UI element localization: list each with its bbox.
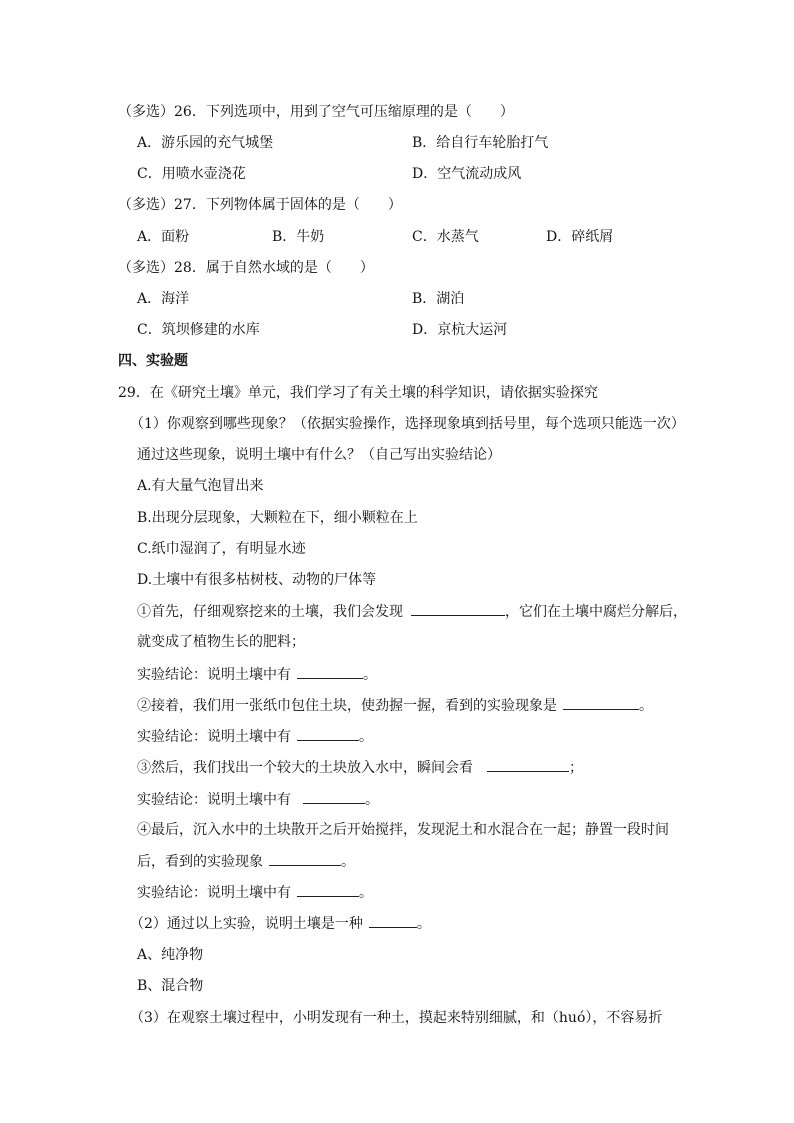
q26-option-d: D．空气流动成风: [412, 166, 522, 182]
answer-blank-part2[interactable]: [369, 913, 417, 928]
q28-stem: （多选）28．属于自然水域的是（ ）: [118, 260, 374, 276]
q29-choice-c: C.纸巾湿润了，有明显水迹: [137, 541, 306, 557]
step1-line2: 就变成了植物生长的肥料；: [137, 634, 305, 650]
conclusion-3: [137, 789, 379, 810]
q29-choice-b: B.出现分层现象，大颗粒在下，细小颗粒在上: [137, 510, 418, 526]
conclusion-2-period: 。: [359, 729, 373, 745]
conclusion-1-label: 实验结论：说明土壤中有: [137, 667, 291, 683]
answer-blank-4[interactable]: [269, 851, 341, 866]
part2-text: （2）通过以上实验，说明土壤是一种: [130, 916, 363, 932]
part2-question: [130, 913, 431, 934]
conclusion-3-period: 。: [365, 792, 379, 808]
q29-stem: 29．在《研究土壤》单元，我们学习了有关土壤的科学知识，请依据实验探究: [118, 385, 598, 401]
conclusion-blank-3[interactable]: [303, 789, 365, 804]
q26-option-b: B．给自行车轮胎打气: [412, 135, 549, 151]
conclusion-2-label: 实验结论：说明土壤中有: [137, 729, 291, 745]
q28-option-b: B．湖泊: [412, 291, 465, 307]
step2-period: 。: [639, 698, 653, 714]
q29-part1-instruction: （1）你观察到哪些现象？（依据实验操作，选择现象填到括号里，每个选项只能选一次）: [130, 416, 685, 432]
step2-line: [137, 695, 653, 716]
q28-option-c: C．筑坝修建的水库: [137, 322, 260, 338]
q26-stem: （多选）26．下列选项中，用到了空气可压缩原理的是（ ）: [118, 104, 514, 120]
step4-text: 后，看到的实验现象: [137, 854, 263, 870]
q27-option-a: A．面粉: [137, 229, 190, 245]
q29-part1-question: 通过这些现象，说明土壤中有什么？（自己写出实验结论）: [137, 447, 501, 463]
part2-option-a: A、纯净物: [137, 947, 204, 963]
step4-line2: [137, 851, 355, 872]
step1-text-b: ，它们在土壤中腐烂分解后，: [505, 604, 687, 620]
part2-period: 。: [416, 916, 431, 932]
conclusion-1-period: 。: [363, 667, 377, 683]
step1-line1: [137, 601, 687, 622]
conclusion-blank-1[interactable]: [297, 664, 363, 679]
conclusion-4: [137, 882, 373, 903]
step4-line1: ④最后，沉入水中的土块散开之后开始搅拌，发现泥土和水混合在一起；静置一段时间: [137, 822, 669, 838]
answer-blank-2[interactable]: [563, 695, 639, 710]
conclusion-3-label: 实验结论：说明土壤中有: [137, 792, 291, 808]
q28-option-a: A．海洋: [137, 291, 190, 307]
q27-option-d: D．碎纸屑: [546, 229, 614, 245]
answer-blank-1[interactable]: [411, 601, 505, 616]
q28-option-d: D．京杭大运河: [412, 322, 508, 338]
conclusion-blank-2[interactable]: [297, 726, 359, 741]
q26-option-a: A．游乐园的充气城堡: [137, 135, 274, 151]
step3-text: ③然后，我们找出一个较大的土块放入水中，瞬间会看: [137, 760, 473, 776]
q29-choice-d: D.土壤中有很多枯树枝、动物的尸体等: [137, 572, 377, 588]
part2-option-b: B、混合物: [137, 978, 204, 994]
step4-period: 。: [341, 854, 355, 870]
step3-semicolon: ；: [569, 760, 583, 776]
conclusion-1: [137, 664, 377, 685]
q27-stem: （多选）27．下列物体属于固体的是（ ）: [118, 197, 402, 213]
step2-text: ②接着，我们用一张纸巾包住土块，使劲握一握，看到的实验现象是: [137, 698, 557, 714]
q27-option-c: C．水蒸气: [412, 229, 479, 245]
conclusion-4-period: 。: [359, 885, 373, 901]
conclusion-blank-4[interactable]: [297, 882, 359, 897]
step1-text-a: ①首先，仔细观察挖来的土壤，我们会发现: [137, 604, 403, 620]
q29-choice-a: A.有大量气泡冒出来: [137, 478, 264, 494]
conclusion-4-label: 实验结论：说明土壤中有: [137, 885, 291, 901]
section-heading: 四、实验题: [118, 353, 188, 369]
q27-option-b: B．牛奶: [272, 229, 325, 245]
part3-question: （3）在观察土壤过程中，小明发现有一种土，摸起来特别细腻，和（huó），不容易折: [130, 1010, 663, 1026]
q26-option-c: C．用喷水壶浇花: [137, 166, 246, 182]
conclusion-2: [137, 726, 373, 747]
answer-blank-3[interactable]: [487, 757, 569, 772]
step3-line: [137, 757, 583, 778]
